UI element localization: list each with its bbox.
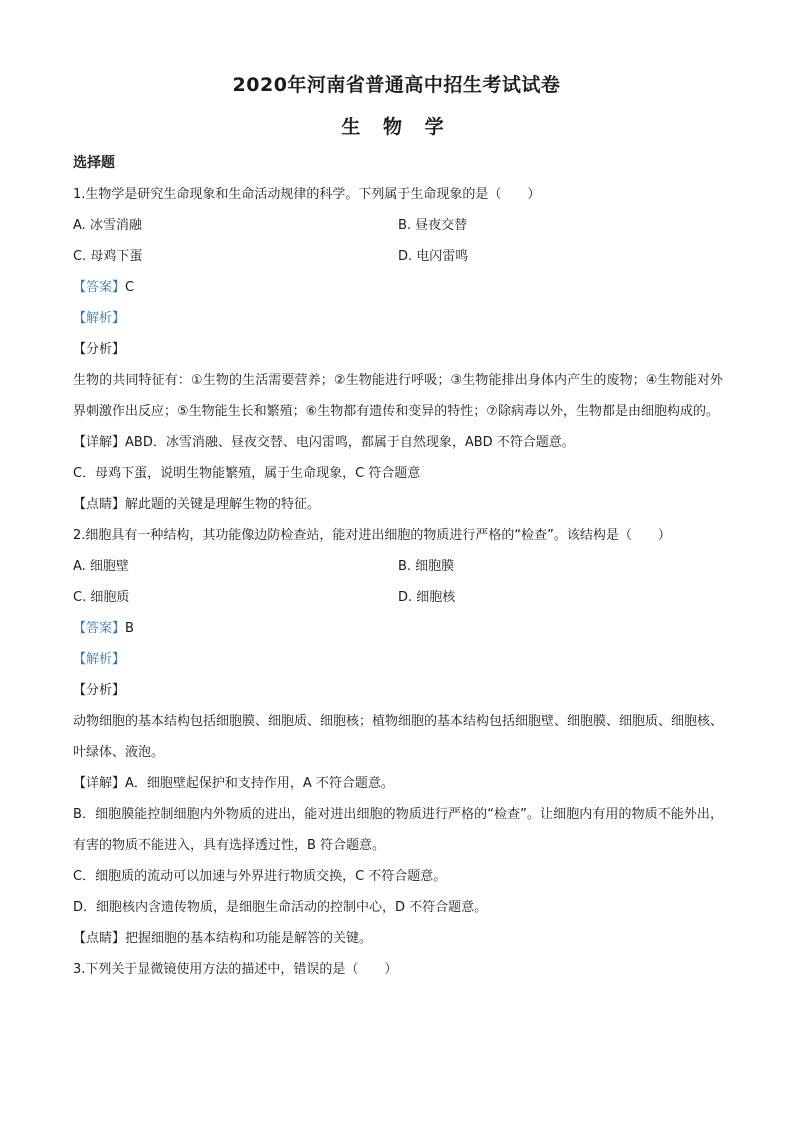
fenxi-label: 【分析】 (73, 683, 126, 698)
question-1-option-b: B. 昼夜交替 (398, 218, 468, 233)
analysis-header: 【解析】 (73, 311, 126, 326)
analysis-header: 【解析】 (73, 652, 126, 667)
fenxi-label: 【分析】 (73, 342, 126, 357)
question-2-analysis: 动物细胞的基本结构包括细胞膜、细胞质、细胞核；植物细胞的基本结构包括细胞壁、细胞膜、细胞质、细胞核、叶绿体、液泡。 (73, 714, 724, 760)
question-2-option-c: C. 细胞质 (73, 590, 130, 605)
question-1-option-a: A. 冰雪消融 (73, 218, 142, 233)
question-1-detail-1 (73, 427, 723, 458)
question-2-detail-1 (73, 768, 723, 799)
question-1-option-c: C. 母鸡下蛋 (73, 249, 143, 264)
question-1-answer (73, 272, 723, 303)
detail-text: ABD．冰雪消融、昼夜交替、电闪雷鸣，都属于自然现象，ABD 不符合题意。 (125, 435, 575, 450)
exam-title: 2020年河南省普通高中招生考试试卷 (232, 74, 561, 96)
question-2-option-b: B. 细胞膜 (398, 559, 455, 574)
question-2-comment (73, 923, 723, 954)
question-2-stem: 2.细胞具有一种结构，其功能像边防检查站，能对进出细胞的物质进行严格的“检查”。该结构是（ ） (73, 528, 671, 543)
question-1-comment (73, 489, 723, 520)
comment-label: 【点睛】 (73, 931, 126, 946)
question-2-options-row-1 (73, 551, 723, 582)
comment-label: 【点睛】 (73, 497, 126, 512)
question-1-detail-2: C．母鸡下蛋，说明生物能繁殖，属于生命现象，C 符合题意 (73, 466, 421, 481)
question-2-options-row-2 (73, 582, 723, 613)
question-1-options-row-1 (73, 210, 723, 241)
answer-label: 【答案】 (73, 621, 126, 636)
question-2-detail-4: D．细胞核内含遗传物质，是细胞生命活动的控制中心，D 不符合题意。 (73, 900, 488, 915)
question-1-stem: 1.生物学是研究生命现象和生命活动规律的科学。下列属于生命现象的是（ ） (73, 187, 541, 202)
subject-title: 生 物 学 (341, 116, 452, 138)
answer-label: 【答案】 (73, 280, 126, 295)
detail-label: 【详解】 (73, 435, 126, 450)
section-heading: 选择题 (73, 155, 115, 171)
question-2-answer (73, 613, 723, 644)
document-body (73, 148, 723, 985)
answer-value: C (125, 280, 135, 295)
question-2-option-d: D. 细胞核 (398, 590, 456, 605)
question-3-stem: 3.下列关于显微镜使用方法的描述中，错误的是（ ） (73, 962, 398, 977)
question-1-analysis: 生物的共同特征有：①生物的生活需要营养；②生物能进行呼吸；③生物能排出身体内产生的废物；④生物能对外界刺激作出反应；⑤生物能生长和繁殖；⑥生物都有遗传和变异的特性；⑦除病毒以外，生物都是由细胞构成的。 (73, 373, 723, 419)
answer-value: B (125, 621, 134, 636)
comment-text: 把握细胞的基本结构和功能是解答的关键。 (125, 931, 373, 946)
comment-text: 解此题的关键是理解生物的特征。 (125, 497, 321, 512)
question-2-option-a: A. 细胞壁 (73, 559, 129, 574)
question-2-detail-2: B．细胞膜能控制细胞内外物质的进出，能对进出细胞的物质进行严格的“检查”。让细胞内有用的物质不能外出，有害的物质不能进入，具有选择透过性，B 符合题意。 (73, 807, 723, 853)
detail-text: A．细胞壁起保护和支持作用，A 不符合题意。 (125, 776, 394, 791)
question-1-option-d: D. 电闪雷鸣 (398, 249, 469, 264)
question-2-detail-3: C．细胞质的流动可以加速与外界进行物质交换，C 不符合题意。 (73, 869, 447, 884)
question-1-options-row-2 (73, 241, 723, 272)
detail-label: 【详解】 (73, 776, 126, 791)
